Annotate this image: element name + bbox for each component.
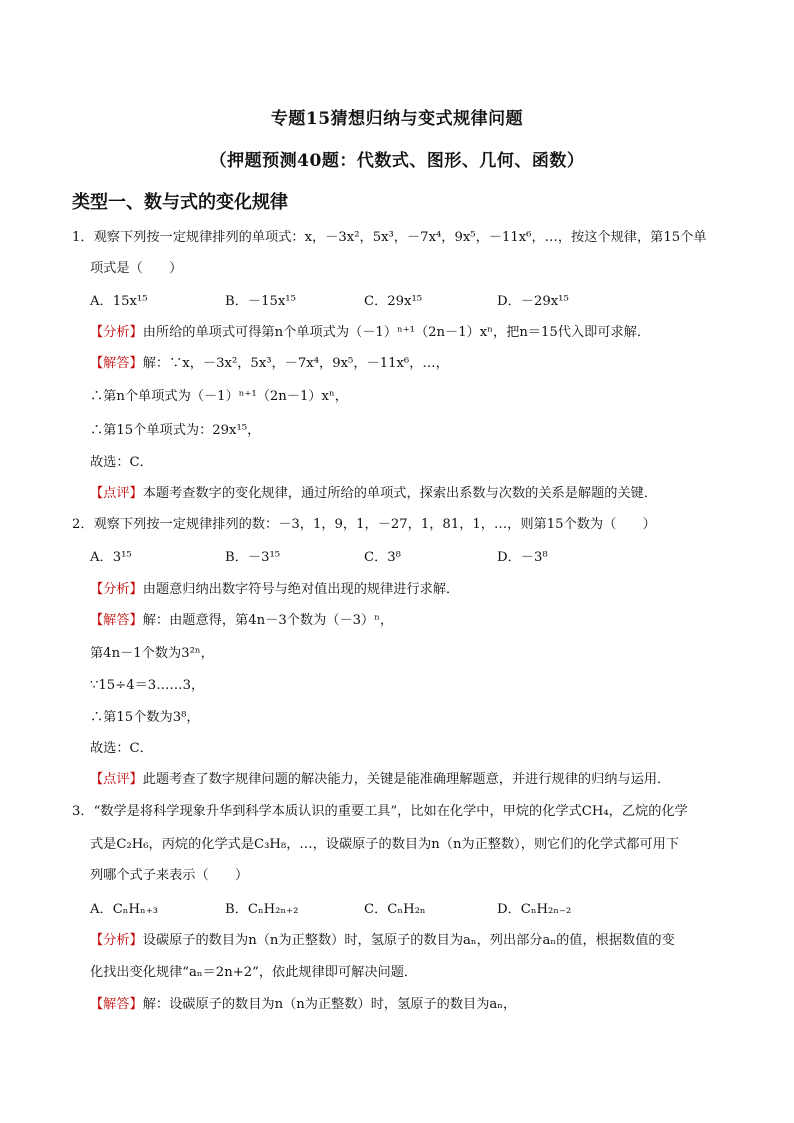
analysis-tag: 【分析】 (90, 325, 143, 340)
q1-comment (90, 485, 657, 503)
q1-analysis (90, 324, 650, 342)
analysis-tag: 【分析】 (90, 582, 143, 597)
q1-option-d: D．－29x¹⁵ (497, 294, 569, 309)
q1-answer-line2: ∴第n个单项式为（－1）ⁿ⁺¹（2n－1）xⁿ， (90, 389, 348, 404)
q1-answer-text1: 解：∵x，－3x²，5x³，－7x⁴，9x⁵，－11x⁶，…， (142, 356, 449, 371)
answer-tag: 【解答】 (90, 997, 143, 1012)
q2-comment (90, 771, 670, 789)
q3-option-b: B．CₙH₂ₙ₊₂ (225, 902, 299, 917)
answer-tag: 【解答】 (90, 356, 143, 371)
q1-option-b: B．－15x¹⁵ (225, 294, 296, 309)
q2-analysis (90, 581, 459, 599)
q2-answer-line2: 第4n－1个数为3²ⁿ， (90, 646, 214, 661)
q1-comment-text: 本题考查数字的变化规律，通过所给的单项式，探索出系数与次数的关系是解题的关键． (142, 486, 658, 501)
analysis-tag: 【分析】 (90, 933, 143, 948)
comment-tag: 【点评】 (90, 772, 143, 787)
q3-stem-line3: 列哪个式子来表示（ ） (90, 868, 249, 883)
q3-analysis-line2: 化找出变化规律“aₙ＝2n+2”，依此规律即可解决问题． (90, 965, 418, 980)
q2-option-d: D．－3⁸ (497, 550, 548, 565)
q3-stem-line2: 式是C₂H₆，丙烷的化学式是C₃H₈，…，设碳原子的数目为n（n为正整数），则它们的化学式都可用下 (90, 837, 680, 852)
q2-answer-line3: ∵15÷4＝3……3， (90, 678, 205, 693)
q2-answer-line5: 故选：C． (90, 741, 153, 756)
q2-comment-text: 此题考查了数字规律问题的解决能力，关键是能准确理解题意，并进行规律的归纳与运用． (142, 772, 671, 787)
q1-analysis-text: 由所给的单项式可得第n个单项式为（－1）ⁿ⁺¹（2n－1）xⁿ，把n＝15代入即可求解． (142, 325, 651, 340)
q1-option-a: A．15x¹⁵ (90, 294, 148, 309)
q3-option-a: A．CₙHₙ₊₃ (90, 902, 158, 917)
q3-stem-line1: 3．“数学是将科学现象升华到科学本质认识的重要工具”，比如在化学中，甲烷的化学式CH₄，乙烷的化学 (72, 804, 688, 819)
q3-answer-line1 (90, 996, 516, 1014)
q1-answer-line1 (90, 355, 449, 373)
q3-answer-text1: 解：设碳原子的数目为n（n为正整数）时，氢原子的数目为aₙ， (142, 997, 517, 1012)
comment-tag: 【点评】 (90, 486, 143, 501)
q2-answer-text1: 解：由题意得，第4n－3个数为（－3）ⁿ， (142, 613, 394, 628)
q2-option-b: B．－3¹⁵ (225, 550, 281, 565)
document-title: 专题15猜想归纳与变式规律问题 (270, 109, 524, 129)
q2-option-a: A．3¹⁵ (90, 550, 132, 565)
q1-stem-line2: 项式是（ ） (90, 261, 183, 276)
q3-option-d: D．CₙH₂ₙ₋₂ (497, 902, 572, 917)
document-subtitle: （押题预测40题：代数式、图形、几何、函数） (209, 151, 585, 171)
q1-answer-line3: ∴第15个单项式为：29x¹⁵， (90, 423, 261, 438)
q1-stem-line1: 1．观察下列按一定规律排列的单项式：x，－3x²，5x³，－7x⁴，9x⁵，－11x⁶，…，按这个规律，第15个单 (72, 230, 707, 245)
q3-analysis-text1: 设碳原子的数目为n（n为正整数）时，氢原子的数目为aₙ，列出部分aₙ的值，根据数值的变 (142, 933, 675, 948)
q2-option-c: C．3⁸ (364, 550, 401, 565)
q2-answer-line4: ∴第15个数为3⁸， (90, 710, 200, 725)
q2-answer-line1 (90, 612, 393, 630)
q1-answer-line4: 故选：C． (90, 455, 153, 470)
section-heading: 类型一、数与式的变化规律 (72, 192, 288, 213)
q3-analysis-line1 (90, 932, 675, 950)
q1-option-c: C．29x¹⁵ (364, 294, 423, 309)
answer-tag: 【解答】 (90, 613, 143, 628)
q3-option-c: C．CₙH₂ₙ (364, 902, 426, 917)
q2-analysis-text: 由题意归纳出数字符号与绝对值出现的规律进行求解． (142, 582, 460, 597)
q2-stem: 2．观察下列按一定规律排列的数：－3，1，9，1，－27，1，81，1，…，则第15个数为（ ） (72, 517, 656, 532)
